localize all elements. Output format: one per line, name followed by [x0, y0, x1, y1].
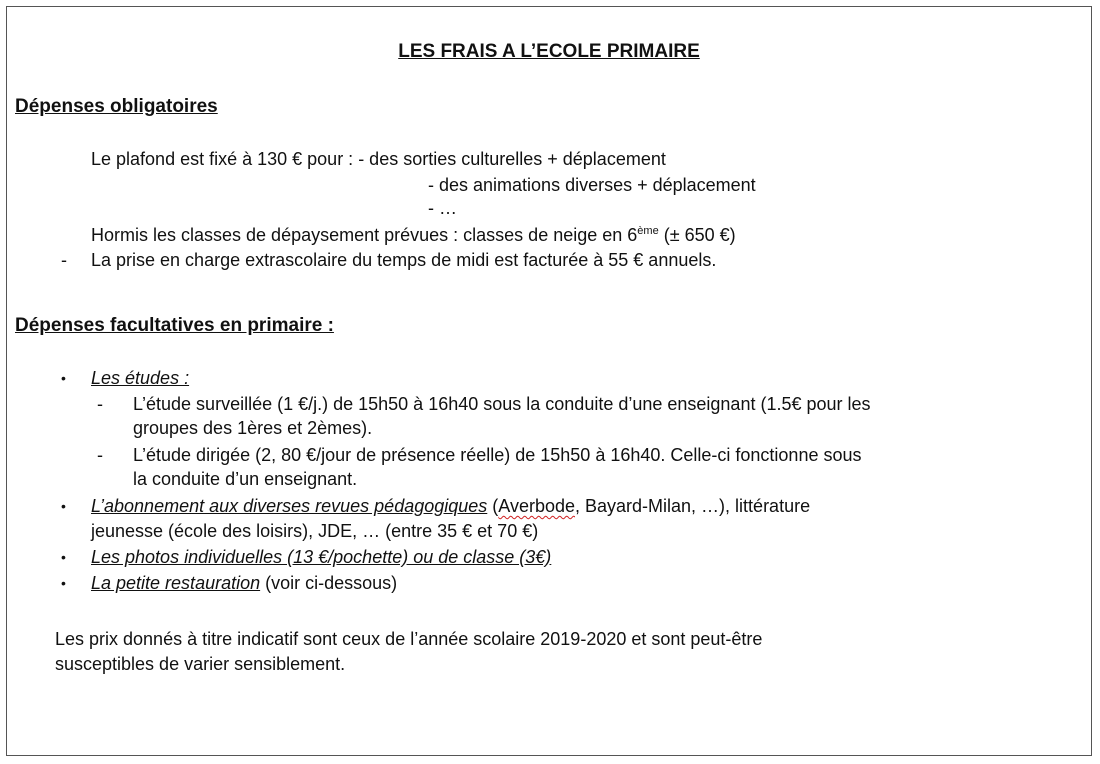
restauration-line [91, 572, 397, 595]
page-title: LES FRAIS A L’ECOLE PRIMAIRE [398, 41, 700, 62]
hormis-prefix: Hormis les classes de dépaysement prévues : classes de neige en 6 [91, 225, 638, 245]
restauration-label: La petite restauration [91, 573, 261, 593]
hormis-sup: ème [637, 225, 659, 237]
hormis-suffix: (± 650 €) [658, 225, 736, 245]
footer-line1: Les prix donnés à titre indicatif sont ceux de l’année scolaire 2019-2020 et sont peut-être [55, 629, 763, 649]
plafond-line: Le plafond est fixé à 130 € pour : - des sorties culturelles + déplacement [91, 149, 666, 169]
bullet-marker: • [61, 370, 66, 386]
abonnement-line1 [91, 495, 810, 518]
heading-depenses-facultatives: Dépenses facultatives en primaire : [15, 315, 334, 336]
bullet-marker: • [61, 549, 66, 565]
dash-marker: - [97, 394, 103, 414]
abonnement-label: L’abonnement aux diverses revues pédagogiques [91, 496, 488, 516]
abonnement-rest: , Bayard-Milan, …), littérature [575, 496, 811, 516]
etudes-label: Les études : [91, 368, 190, 388]
etude-dirigee-line2: la conduite d’un enseignant. [133, 469, 358, 489]
photos-label: Les photos individuelles (13 €/pochette) ou de classe (3€) [91, 547, 552, 567]
document-page [6, 6, 1092, 756]
footer-line2: susceptibles de varier sensiblement. [55, 654, 346, 674]
restauration-rest: (voir ci-dessous) [260, 573, 398, 593]
heading-depenses-obligatoires: Dépenses obligatoires [15, 96, 218, 117]
etude-surveillee-line2: groupes des 1ères et 2èmes). [133, 418, 373, 438]
plafond-item-ellipsis: - … [428, 198, 457, 218]
averbode-word: Averbode [498, 496, 576, 516]
midi-line: La prise en charge extrascolaire du temps de midi est facturée à 55 € annuels. [91, 250, 717, 270]
etude-surveillee-line1: L’étude surveillée (1 €/j.) de 15h50 à 16h40 sous la conduite d’une enseignant (1.5€ pour les [133, 394, 871, 414]
abonnement-open: ( [487, 496, 499, 516]
bullet-marker: • [61, 575, 66, 591]
abonnement-line2: jeunesse (école des loisirs), JDE, … (entre 35 € et 70 €) [91, 521, 539, 541]
dash-marker: - [61, 250, 67, 270]
bullet-marker: • [61, 498, 66, 514]
hormis-line [91, 224, 736, 247]
dash-marker: - [97, 445, 103, 465]
plafond-item-animations: - des animations diverses + déplacement [428, 175, 756, 195]
etude-dirigee-line1: L’étude dirigée (2, 80 €/jour de présence réelle) de 15h50 à 16h40. Celle-ci fonctionne sous [133, 445, 862, 465]
